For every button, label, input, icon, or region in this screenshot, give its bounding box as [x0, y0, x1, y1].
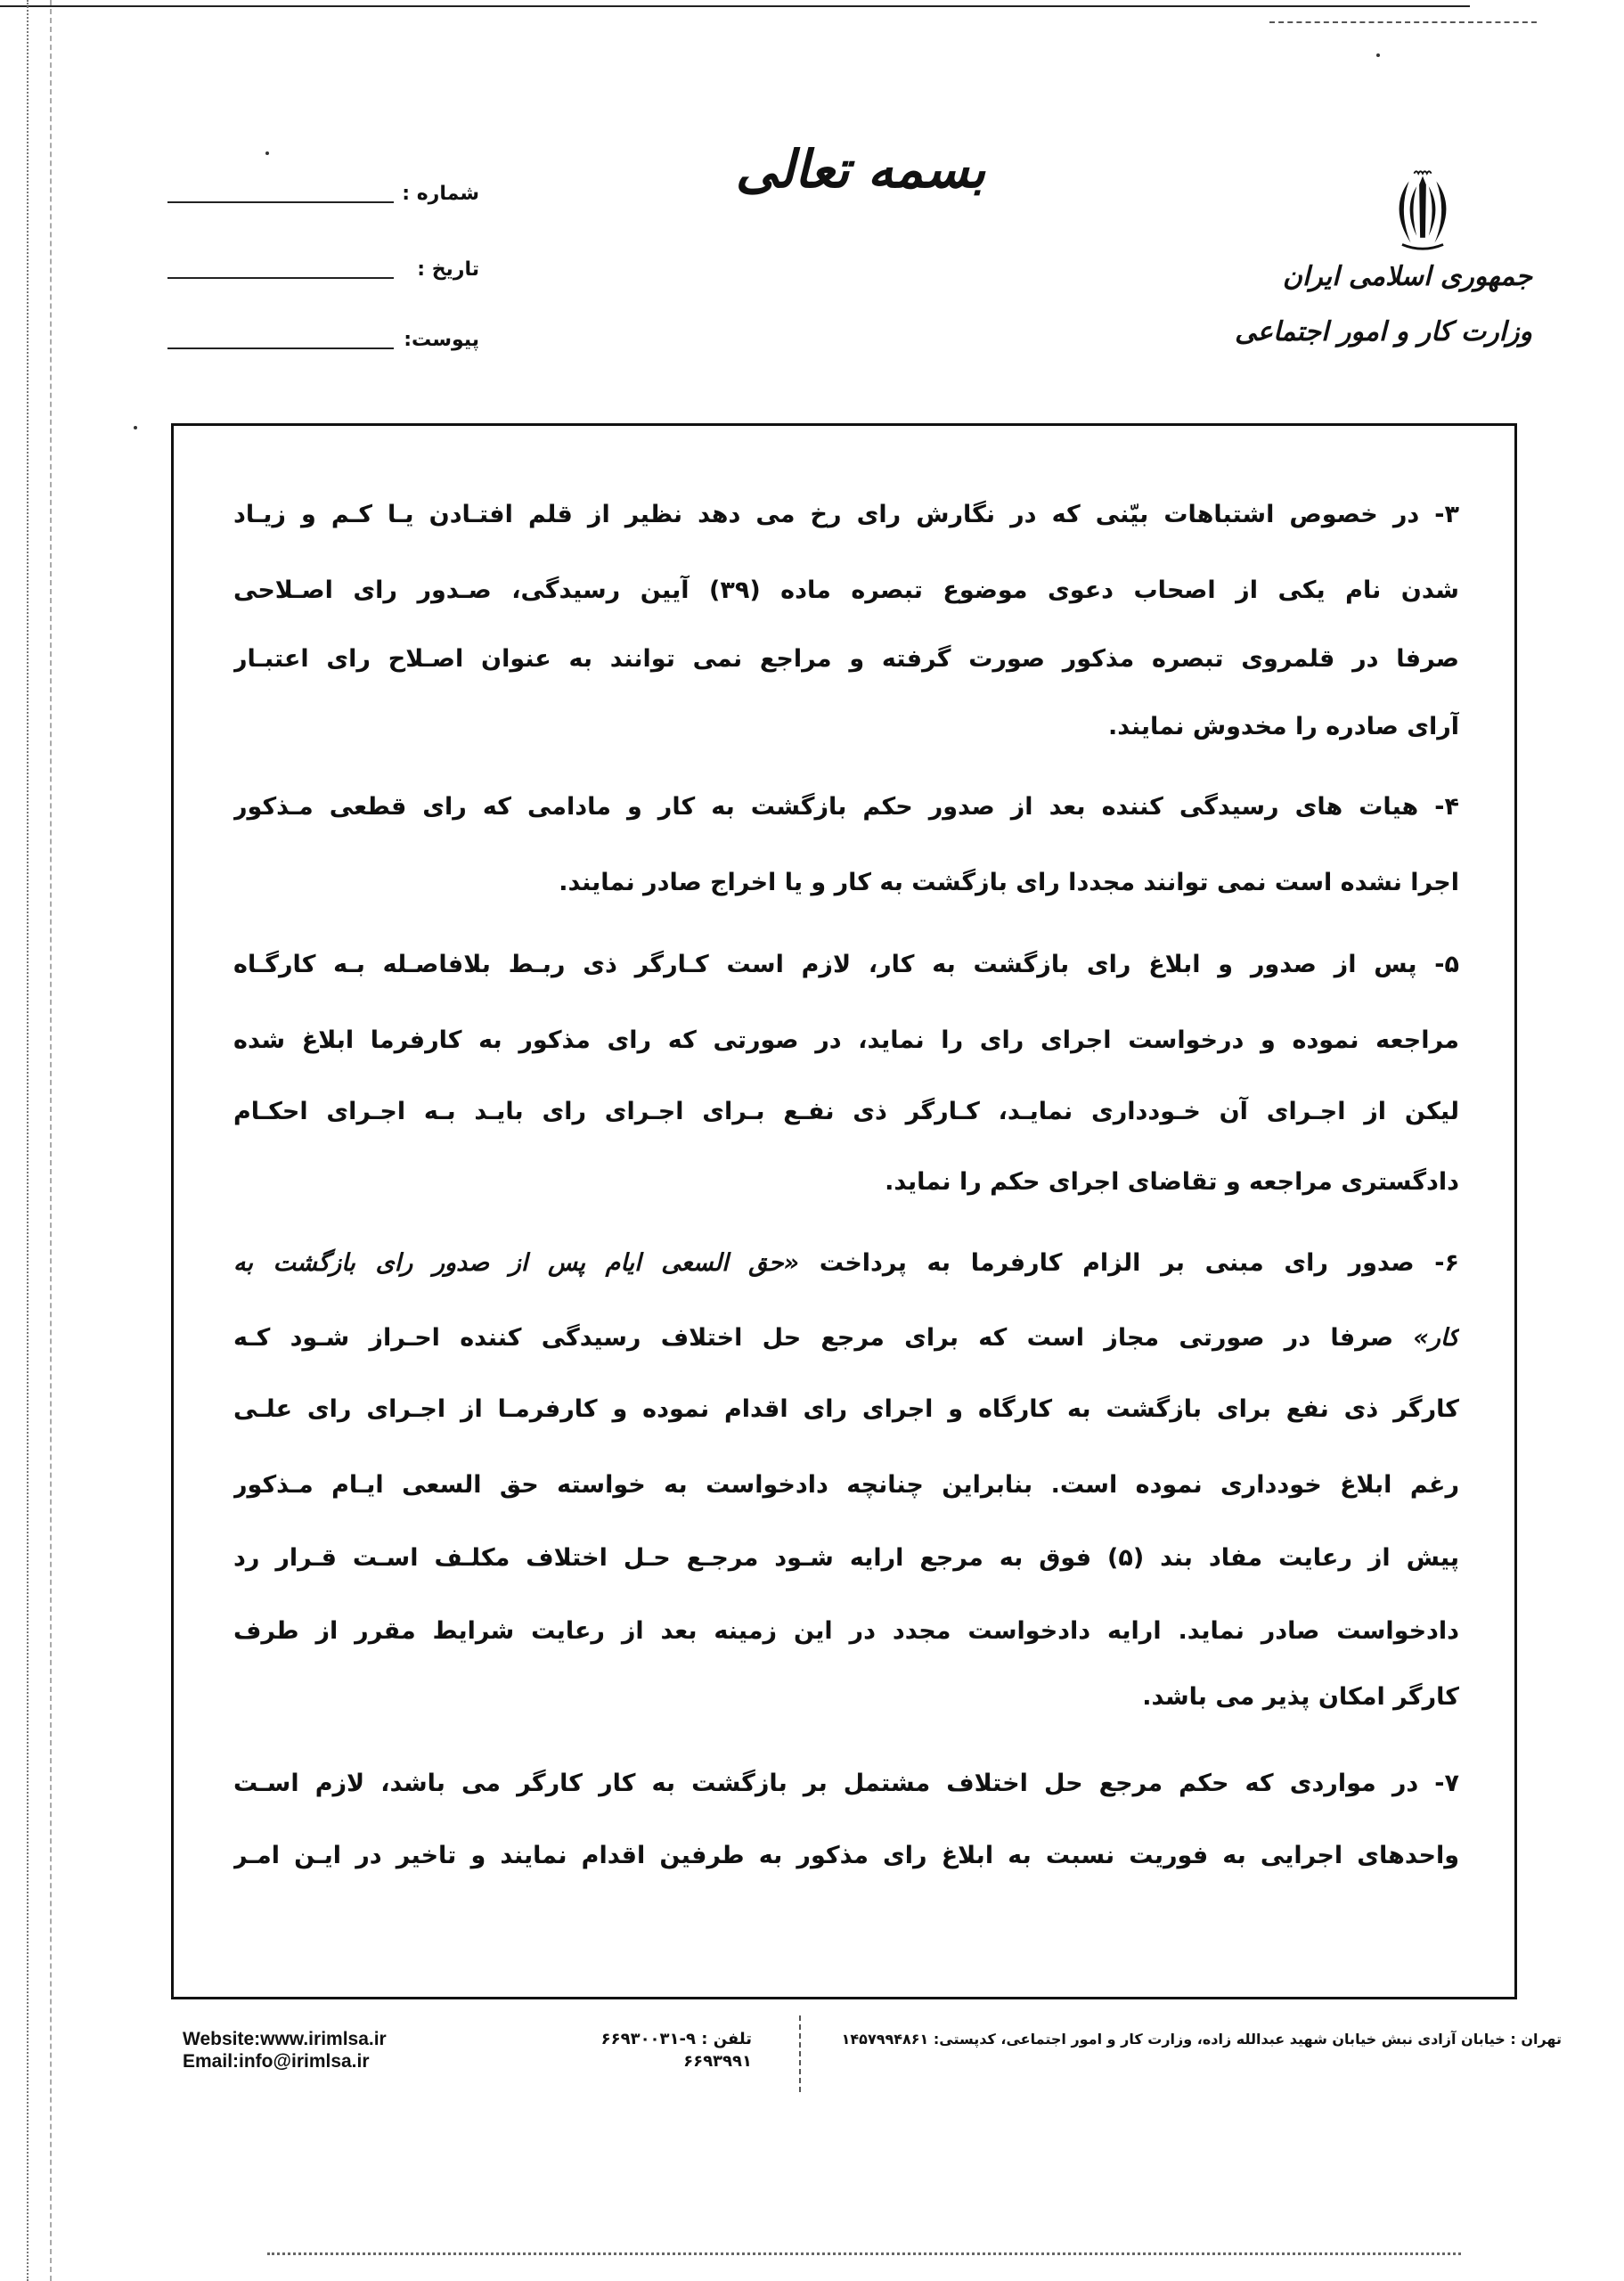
paragraph-3-line: ۳- در خصوص اشتباهات بیّنی که در نگارش رای رخ می دهد نظیر از قلم افتـادن یـا کـم و زیـاد	[233, 501, 1459, 528]
scan-speck	[265, 151, 269, 155]
paragraph-6-line: رغم ابلاغ خودداری نموده است. بنابراین چنانچه دادخواست به خواسته حق السعی ایـام مـذکور	[233, 1471, 1459, 1499]
footer-separator	[799, 2015, 801, 2092]
paragraph-6-italic-quote: کار»	[1413, 1324, 1459, 1352]
footer-address: تهران : خیابان آزادی نبش خیابان شهید عبدالله زاده، وزارت کار و امور اجتماعی، کدپستی: ۱۴۵۷۹۹۴۸۶۱	[841, 2031, 1562, 2048]
org-name-country: جمهوری اسلامی ایران	[1282, 261, 1532, 292]
scan-bottom-edge-noise	[267, 2252, 1461, 2255]
paragraph-3-line: شدن نام یکی از اصحاب دعوی موضوع تبصره ماده (۳۹) آیین رسیدگی، صـدور رای اصـلاحی	[233, 576, 1459, 604]
scan-top-dashes	[1269, 21, 1537, 23]
footer-website: Website:www.irimlsa.ir	[183, 2029, 387, 2049]
footer-phone: تلفن : ۹-۶۶۹۳۰۰۳۱	[600, 2030, 752, 2048]
scan-top-edge-line	[0, 5, 1470, 7]
letter-number-field	[167, 176, 479, 212]
paragraph-7-line: واحدهای اجرایی به فوریت نسبت به ابلاغ رای مذکور به طرفین اقدام نمایند و تاخیر در ایـن امـر	[233, 1842, 1459, 1869]
paragraph-6-line	[233, 1244, 1459, 1283]
paragraph-4-line: ۴- هیات های رسیدگی کننده بعد از صدور حکم بازگشت به کار و مادامی که رای قطعی مـذکور	[233, 793, 1459, 821]
letter-attachment-blank	[167, 347, 394, 349]
letter-attachment-label: پیوست:	[404, 329, 479, 351]
paragraph-3-line: صرفا در قلمروی تبصره مذکور صورت گرفته و مراجع نمی توانند به عنوان اصـلاح رای اعتبـار	[233, 645, 1459, 673]
paragraph-6-line: دادخواست صادر نماید. ارایه دادخواست مجدد در این زمینه بعد از رعایت شرایط مقرر از طرف	[233, 1617, 1459, 1645]
iran-emblem-icon	[1388, 168, 1457, 253]
paragraph-6-line	[233, 1319, 1459, 1358]
paragraph-5-line: دادگستری مراجعه و تقاضای اجرای حکم را نماید.	[885, 1168, 1459, 1196]
letter-date-label: تاریخ :	[417, 258, 479, 281]
org-name-ministry: وزارت کار و امور اجتماعی	[1235, 316, 1532, 347]
paragraph-6-text: صرفا در صورتی مجاز است که برای مرجع حل اختلاف رسیدگی کننده احـراز شـود کـه	[233, 1324, 1414, 1352]
scan-left-edge-noise	[50, 0, 52, 2281]
letter-attachment-field	[167, 323, 479, 358]
footer-fax: ۶۶۹۳۹۹۱	[683, 2052, 752, 2071]
paragraph-3-line: آرای صادره را مخدوش نمایند.	[1108, 713, 1459, 740]
paragraph-5-line: ۵- پس از صدور و ابلاغ رای بازگشت به کار، لازم است کـارگر ذی ربـط بلافاصـله بـه کارگـاه	[233, 951, 1459, 978]
paragraph-7-line: ۷- در مواردی که حکم مرجع حل اختلاف مشتمل بر بازگشت به کار کارگر می باشد، لازم اسـت	[233, 1770, 1459, 1797]
letter-date-blank	[167, 277, 394, 279]
basmala-heading: بسمه تعالی	[735, 139, 986, 200]
scan-speck	[134, 426, 137, 429]
scan-left-edge-noise	[27, 0, 29, 2281]
paragraph-5-line: لیکن از اجـرای آن خـودداری نمایـد، کـارگر ذی نفـع بـرای اجـرای رای بایـد بـه اجـرای احکـام	[233, 1098, 1459, 1125]
paragraph-6-italic-quote: «حق السعی ایام پس از صدور رای بازگشت به	[233, 1249, 800, 1277]
footer-email: Email:info@irimlsa.ir	[183, 2051, 370, 2072]
letter-date-field	[167, 252, 479, 288]
letter-number-blank	[167, 201, 394, 203]
paragraph-6-line: کارگر ذی نفع برای بازگشت به کارگاه و اجرای رای اقدام نموده و کارفرمـا از اجـرای رای علـی	[233, 1395, 1459, 1423]
scan-speck	[1376, 53, 1380, 57]
paragraph-5-line: مراجعه نموده و درخواست اجرای رای را نماید، در صورتی که رای مذکور به کارفرما ابلاغ شده	[233, 1026, 1459, 1054]
letter-number-label: شماره :	[402, 183, 479, 205]
paragraph-6-text: ۶- صدور رای مبنی بر الزام کارفرما به پرداخت	[799, 1249, 1459, 1277]
paragraph-6-line: پیش از رعایت مفاد بند (۵) فوق به مرجع ارایه شـود مرجـع حـل اختلاف مکلـف اسـت قـرار رد	[233, 1544, 1459, 1572]
paragraph-4-line: اجرا نشده است نمی توانند مجددا رای بازگشت به کار و یا اخراج صادر نمایند.	[559, 869, 1459, 896]
paragraph-6-line: کارگر امکان پذیر می باشد.	[1142, 1683, 1459, 1711]
